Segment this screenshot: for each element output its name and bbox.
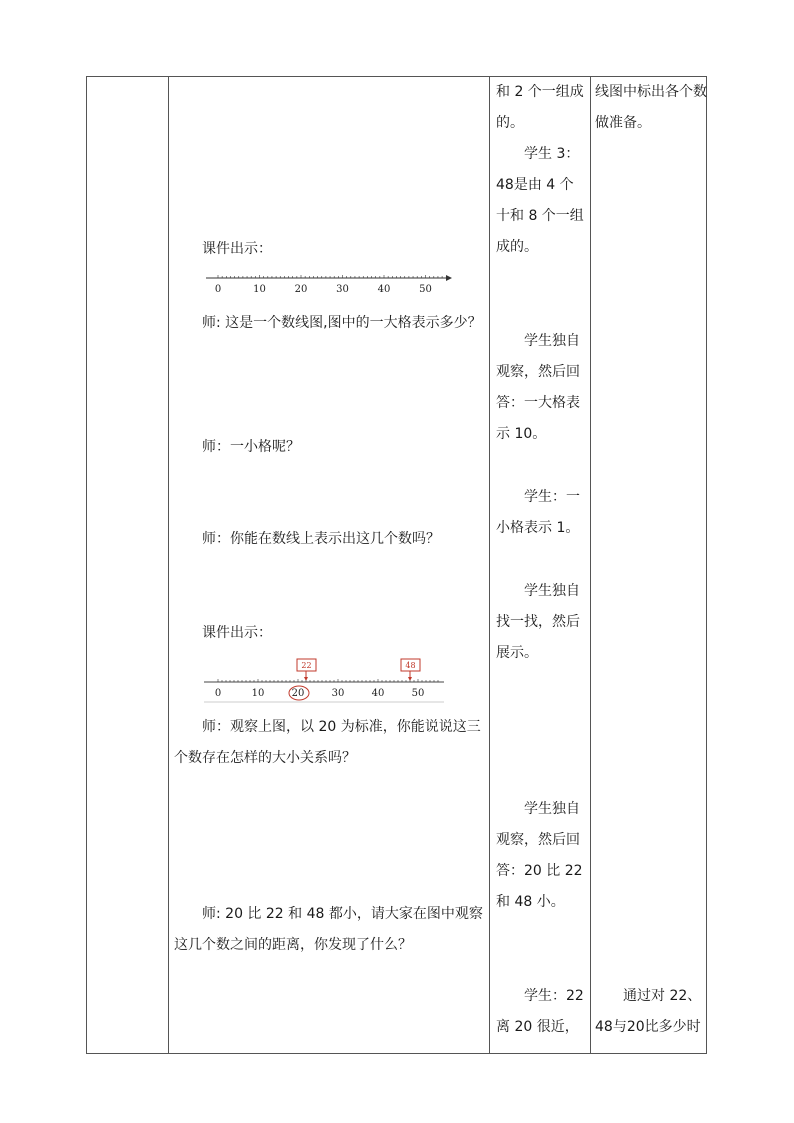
design-note-1: 线图中标出各个数做准备。	[595, 84, 707, 131]
courseware-label: 课件出示：	[202, 241, 272, 257]
numberline2-tick-label: 30	[331, 688, 345, 699]
column-divider	[168, 77, 169, 1053]
numberline2-tick-label: 20	[291, 688, 305, 699]
numberline1-tick-label: 30	[336, 284, 349, 295]
numberline2-tick-label: 10	[251, 688, 265, 699]
marker-box-22-label: 22	[301, 661, 312, 670]
numberline2-tick-label: 0	[214, 688, 222, 699]
student-response-3: 学生独自观察，然后回答：一大格表示 10。	[496, 333, 580, 442]
numberline1-tick-label: 0	[214, 284, 222, 295]
numberline1-tick-label: 10	[253, 284, 266, 295]
numberline2-tick-label: 40	[371, 688, 385, 699]
student-response-4: 学生：一小格表示 1。	[496, 489, 580, 536]
design-note-2: 通过对 22、48与20比多少时	[595, 988, 702, 1035]
student-response-1: 和 2 个一组成的。	[496, 84, 584, 131]
student-response-2: 学生 3：48是由 4 个十和 8 个一组成的。	[496, 146, 584, 255]
numberline1-tick-label: 20	[294, 284, 308, 295]
number-line-1	[200, 268, 460, 298]
teacher-question-1: 师: 这是一个数线图,图中的一大格表示多少？	[202, 315, 482, 331]
column-divider	[489, 77, 490, 1053]
number-line-2	[200, 656, 450, 704]
student-response-7: 学生：22 离 20 很近，	[496, 988, 584, 1035]
marker-box-48-label: 48	[405, 661, 416, 670]
courseware-label-2: 课件出示：	[202, 625, 272, 641]
numberline1-tick-label: 50	[419, 284, 432, 295]
teacher-question-3: 师：你能在数线上表示出这几个数吗？	[202, 531, 440, 547]
numberline2-tick-label: 50	[411, 688, 425, 699]
teacher-question-2: 师：一小格呢？	[202, 439, 300, 455]
numberline1-tick-label: 40	[377, 284, 391, 295]
student-response-5: 学生独自找一找，然后展示。	[496, 583, 580, 661]
teacher-question-5: 师: 20 比 22 和 48 都小，请大家在图中观察这几个数之间的距离，你发现了什么？	[174, 906, 483, 953]
column-divider	[590, 77, 591, 1053]
teacher-question-4: 师：观察上图，以 20 为标准，你能说说这三个数存在怎样的大小关系吗？	[174, 719, 481, 766]
student-response-6: 学生独自观察，然后回答：20 比 22 和 48 小。	[496, 801, 583, 910]
